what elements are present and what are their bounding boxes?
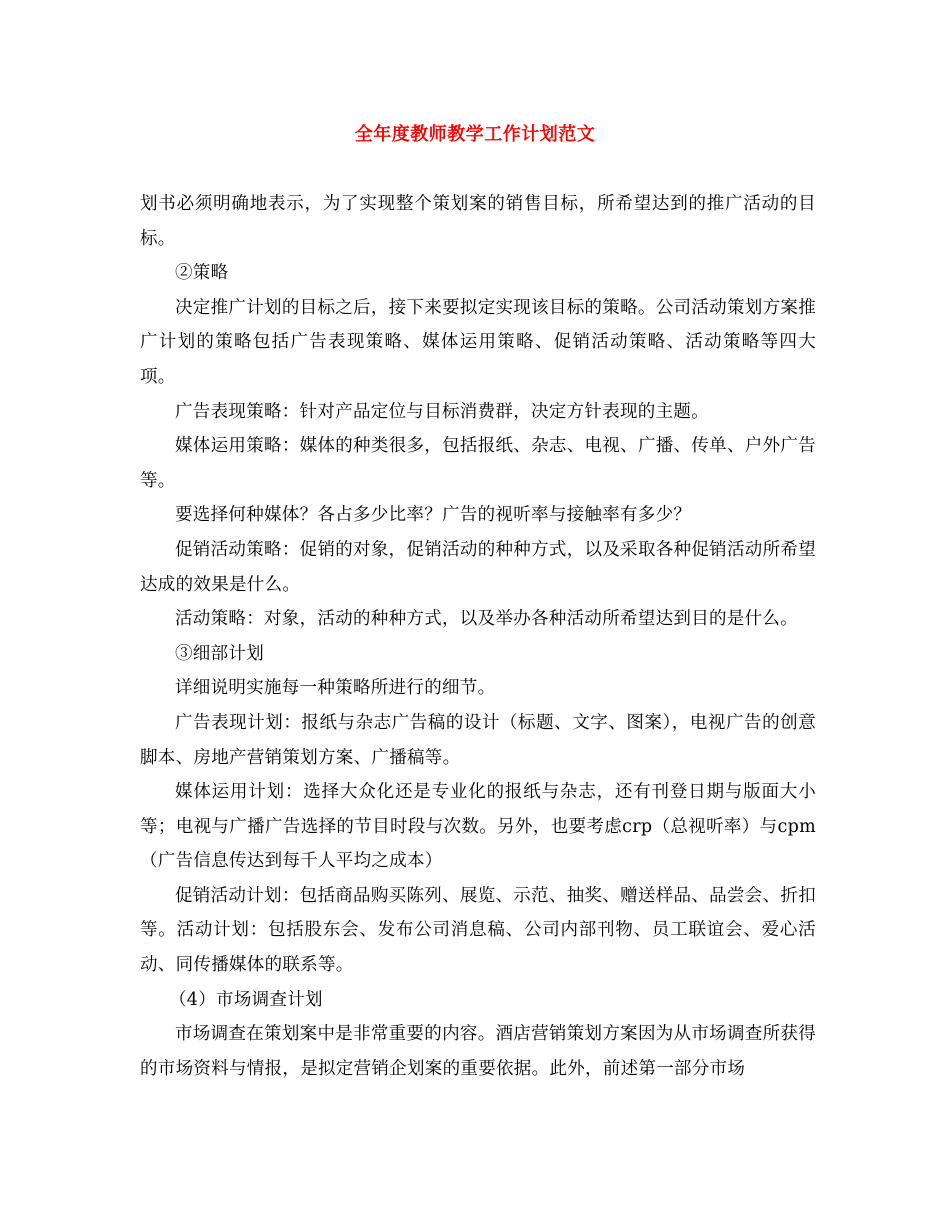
- paragraph: 详细说明实施每一种策略所进行的细节。: [175, 678, 496, 699]
- paragraph: 媒体运用策略：媒体的种类很多，包括报纸、杂志、电视、广播、传单、户外广告等。: [140, 436, 816, 491]
- section-heading: ③细部计划: [175, 643, 264, 664]
- document-title: 全年度教师教学工作计划范文: [354, 124, 596, 145]
- section-heading: ②策略: [175, 263, 229, 284]
- paragraph: 广告表现策略：针对产品定位与目标消费群，决定方针表现的主题。: [175, 401, 709, 422]
- paragraph: 决定推广计划的目标之后，接下来要拟定实现该目标的策略。公司活动策划方案推广计划的策略包括广告表现策略、媒体运用策略、促销活动策略、活动策略等四大项。: [140, 297, 816, 387]
- paragraph: 媒体运用计划：选择大众化还是专业化的报纸与杂志，还有刊登日期与版面大小等；电视与广播广告选择的节目时段与次数。另外，也要考虑crp（总视听率）与cpm（广告信息传达到每千人平均之成本）: [140, 782, 816, 872]
- paragraph: 市场调查在策划案中是非常重要的内容。酒店营销策划方案因为从市场调查所获得的市场资料与情报，是拟定营销企划案的重要依据。此外，前述第一部分市场: [140, 1024, 816, 1079]
- paragraph: 划书必须明确地表示，为了实现整个策划案的销售目标，所希望达到的推广活动的目标。: [140, 194, 816, 249]
- paragraph: 活动策略：对象，活动的种种方式，以及举办各种活动所希望达到目的是什么。: [175, 609, 798, 630]
- paragraph: 广告表现计划：报纸与杂志广告稿的设计（标题、文字、图案），电视广告的创意脚本、房地产营销策划方案、广播稿等。: [140, 712, 816, 768]
- document-body: [140, 187, 816, 1086]
- paragraph: 要选择何种媒体？各占多少比率？广告的视听率与接触率有多少？: [175, 505, 692, 526]
- section-heading: （4）市场调查计划: [169, 989, 323, 1010]
- paragraph: 促销活动策略：促销的对象，促销活动的种种方式，以及采取各种促销活动所希望达成的效果是什么。: [140, 539, 816, 595]
- paragraph: 促销活动计划：包括商品购买陈列、展览、示范、抽奖、赠送样品、品尝会、折扣等。活动计划：包括股东会、发布公司消息稿、公司内部刊物、员工联谊会、爱心活动、同传播媒体的联系等。: [140, 885, 816, 976]
